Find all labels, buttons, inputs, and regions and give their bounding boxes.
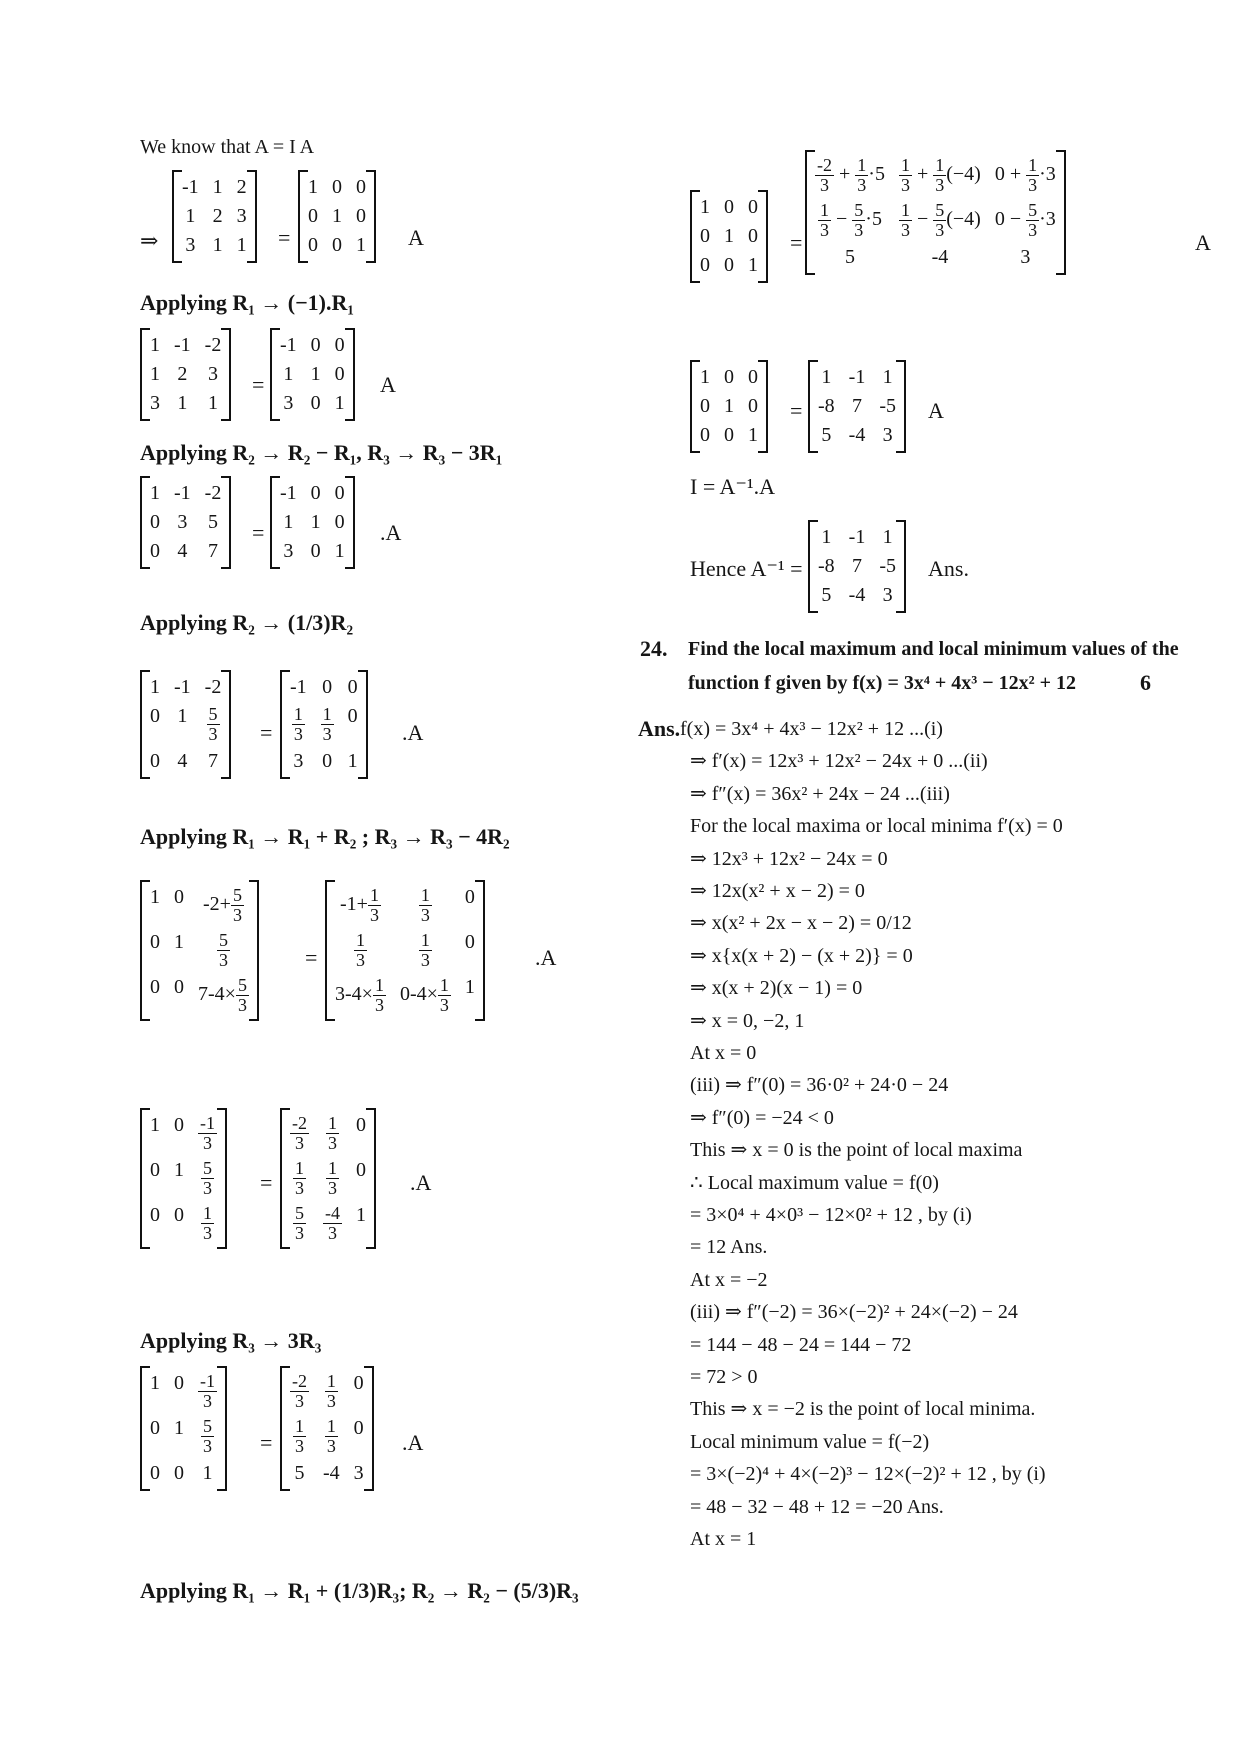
matrix-cell: 0 bbox=[150, 1159, 160, 1181]
matrix-cell: 0 bbox=[334, 482, 345, 504]
matrix-cell: $\frac{-1}{3}$ bbox=[200, 1113, 215, 1153]
matrix-cell: 1 bbox=[748, 424, 758, 446]
matrix-cell: 7 bbox=[208, 540, 218, 562]
solution-line: = 72 > 0 bbox=[690, 1366, 758, 1388]
matrix-cell: -1 bbox=[174, 334, 191, 356]
matrix-cell: 0 bbox=[356, 205, 366, 227]
matrix-cell: 1 bbox=[882, 366, 893, 388]
matrix-cell: $\frac{-2}{3}$ + $\frac{1}{3}$ ·5 bbox=[817, 155, 885, 195]
matrix-cell: 5 bbox=[208, 511, 218, 533]
matrix-cell: 0 − $\frac{5}{3}$ ·3 bbox=[994, 200, 1056, 240]
matrix-m7-I bbox=[690, 190, 768, 283]
question-line-2: function f given by f(x) = 3x⁴ + 4x³ − 12x² + 12 bbox=[688, 672, 1077, 694]
matrix-cell: 0 bbox=[356, 1114, 366, 1136]
matrix-cell: 2 bbox=[212, 205, 223, 227]
matrix-cell: 0 bbox=[322, 676, 333, 698]
matrix-cell: 5 bbox=[294, 1462, 305, 1484]
solution-line: ⇒ f″(x) = 36x² + 24x − 24 ...(iii) bbox=[690, 782, 950, 805]
matrix-cell: 0 bbox=[724, 254, 734, 276]
matrix-cell: 1 bbox=[283, 363, 294, 385]
solution-line: = 3×(−2)⁴ + 4×(−2)³ − 12×(−2)² + 12 , by (i) bbox=[690, 1463, 1046, 1486]
matrix-cell: 0 bbox=[356, 176, 366, 198]
matrix-cell: -4 bbox=[931, 246, 949, 268]
matrix-m1-L bbox=[140, 328, 231, 421]
matrix-cell: 5 bbox=[821, 424, 832, 446]
solution-line: At x = −2 bbox=[690, 1268, 768, 1291]
matrix-cell: 1 bbox=[347, 750, 358, 772]
ans-label: Ans. bbox=[928, 556, 969, 581]
matrix-cell: 1 bbox=[185, 205, 196, 227]
matrix-cell: 1 bbox=[724, 395, 734, 417]
matrix-cell: 0 bbox=[150, 931, 160, 953]
matrix-cell: 0 bbox=[464, 886, 475, 908]
matrix-cell: 3 bbox=[1020, 246, 1031, 268]
matrix-cell: 1 bbox=[150, 886, 160, 908]
matrix-cell: 7 bbox=[208, 750, 218, 772]
matrix-cell: $\frac{1}{3}$ bbox=[355, 930, 365, 970]
matrix-cell: $\frac{1}{3}$ bbox=[326, 1416, 336, 1456]
step6-heading: Applying R₁ → R₁ + (1/3)R₃; R₂ → R₂ − (5/3)R₃ bbox=[140, 1578, 579, 1603]
matrix-cell: -1 bbox=[848, 366, 866, 388]
matrix-cell: 1 bbox=[310, 511, 321, 533]
matrix-cell: 2 bbox=[177, 363, 188, 385]
matrix-cell: 0 bbox=[150, 1417, 160, 1439]
matrix-cell: 1 bbox=[308, 176, 318, 198]
matrix-cell: 0 bbox=[464, 931, 475, 953]
matrix-cell: 0-4× $\frac{1}{3}$ bbox=[399, 975, 449, 1015]
matrix-cell: 0 bbox=[724, 366, 734, 388]
matrix-m7-R bbox=[805, 150, 1066, 275]
a-label: A bbox=[928, 398, 944, 423]
matrix-cell: 1 bbox=[150, 363, 160, 385]
matrix-cell: 0 bbox=[308, 205, 318, 227]
matrix-cell: 0 bbox=[700, 395, 710, 417]
matrix-cell: 1 bbox=[202, 1462, 213, 1484]
matrix-cell: 3 bbox=[236, 205, 247, 227]
matrix-cell: 1 bbox=[208, 392, 218, 414]
matrix-m5-R bbox=[280, 1108, 376, 1249]
matrix-cell: 7 bbox=[852, 395, 862, 417]
solution-line: This ⇒ x = 0 is the point of local maxima bbox=[690, 1139, 1023, 1162]
a-label: .A bbox=[380, 520, 402, 545]
matrix-cell: $\frac{1}{3}$ bbox=[203, 1203, 212, 1243]
matrix-cell: $\frac{1}{3}$ bbox=[420, 930, 430, 970]
matrix-cell: 0 bbox=[347, 676, 358, 698]
a-label: .A bbox=[402, 1430, 424, 1455]
matrix-cell: -1 bbox=[290, 676, 307, 698]
solution-line: ⇒ f″(0) = −24 < 0 bbox=[690, 1106, 834, 1129]
matrix-cell: 1 bbox=[464, 976, 475, 998]
matrix-cell: $\frac{-2}{3}$ bbox=[292, 1113, 307, 1153]
matrix-cell: 1 bbox=[334, 540, 345, 562]
matrix-cell: 0 bbox=[700, 225, 710, 247]
matrix-m2-R bbox=[270, 476, 355, 569]
matrix-cell: $\frac{1}{3}$ bbox=[295, 1416, 304, 1456]
solution-line: At x = 1 bbox=[690, 1528, 757, 1550]
matrix-cell: 0 bbox=[353, 1417, 364, 1439]
equals-sign: = bbox=[260, 720, 273, 745]
matrix-cell: 1 bbox=[212, 176, 223, 198]
matrix-cell: -2 bbox=[204, 482, 222, 504]
a-label: .A bbox=[402, 720, 424, 745]
matrix-cell: 0 bbox=[322, 750, 333, 772]
matrix-cell: 3 bbox=[283, 392, 294, 414]
matrix-m2-L bbox=[140, 476, 231, 569]
matrix-cell: $\frac{-1}{3}$ bbox=[200, 1371, 215, 1411]
equals-sign: = bbox=[252, 372, 265, 397]
matrix-cell: 1 bbox=[356, 1204, 366, 1226]
matrix-cell: 1 bbox=[174, 1417, 184, 1439]
a-label: A bbox=[408, 225, 424, 250]
matrix-cell: 3 bbox=[177, 511, 188, 533]
matrix-cell: 0 bbox=[334, 511, 345, 533]
matrix-cell: 5 bbox=[821, 584, 832, 606]
solution-line: ⇒ 12x(x² + x − 2) = 0 bbox=[690, 880, 865, 902]
matrix-cell: -4 bbox=[848, 424, 866, 446]
matrix-cell: 3-4× $\frac{1}{3}$ bbox=[335, 975, 384, 1015]
matrix-cell: $\frac{1}{3}$ + $\frac{1}{3}$ (−4) bbox=[900, 155, 981, 195]
matrix-cell: 0 bbox=[150, 1462, 160, 1484]
matrix-cell: 0 bbox=[748, 225, 758, 247]
solution-line: ⇒ x(x + 2)(x − 1) = 0 bbox=[690, 977, 863, 1000]
matrix-cell: 1 bbox=[821, 366, 832, 388]
a-label: .A bbox=[410, 1170, 432, 1195]
matrix-cell: -8 bbox=[818, 555, 835, 577]
matrix-cell: $\frac{1}{3}$ − $\frac{5}{3}$ ·5 bbox=[820, 200, 882, 240]
matrix-cell: 1 bbox=[334, 392, 345, 414]
matrix-cell: $\frac{5}{3}$ bbox=[295, 1203, 304, 1243]
matrix-cell: $\frac{-4}{3}$ bbox=[325, 1203, 340, 1243]
matrix-m0-I bbox=[298, 170, 376, 263]
matrix-cell: -1 bbox=[280, 482, 297, 504]
solution-line: = 48 − 32 − 48 + 12 = −20 Ans. bbox=[690, 1495, 944, 1518]
matrix-cell: 2 bbox=[236, 176, 247, 198]
solution-line: f(x) = 3x⁴ + 4x³ − 12x² + 12 ...(i) bbox=[680, 718, 943, 740]
matrix-m6-R bbox=[280, 1366, 374, 1491]
matrix-cell: 7-4× $\frac{5}{3}$ bbox=[198, 975, 247, 1015]
matrix-m4-L bbox=[140, 880, 259, 1021]
matrix-cell: 3 bbox=[150, 392, 160, 414]
equals-sign: = bbox=[252, 520, 265, 545]
matrix-cell: $\frac{1}{3}$ bbox=[293, 704, 303, 744]
matrix-cell: -2 bbox=[204, 676, 222, 698]
matrix-cell: 1 bbox=[174, 931, 184, 953]
matrix-cell: 0 bbox=[150, 511, 160, 533]
solution-line: (iii) ⇒ f″(−2) = 36×(−2)² + 24×(−2) − 24 bbox=[690, 1301, 1018, 1324]
equals-sign: = bbox=[790, 230, 803, 255]
a-label: .A bbox=[535, 945, 557, 970]
matrix-cell: 0 bbox=[310, 334, 321, 356]
equals-sign: = bbox=[790, 398, 803, 423]
matrix-m3-L bbox=[140, 670, 231, 779]
matrix-cell: 0 bbox=[174, 1372, 184, 1394]
matrix-cell: 1 bbox=[212, 234, 223, 256]
matrix-cell: -2 bbox=[204, 334, 222, 356]
matrix-cell: 0 bbox=[724, 196, 734, 218]
identity-equation: I = A⁻¹.A bbox=[690, 474, 776, 499]
matrix-cell: 3 bbox=[353, 1462, 364, 1484]
matrix-cell: 1 bbox=[356, 234, 366, 256]
matrix-cell: 0 bbox=[334, 334, 345, 356]
matrix-cell: 1 bbox=[174, 1159, 184, 1181]
matrix-cell: -8 bbox=[818, 395, 835, 417]
step3-heading: Applying R₂ → (1/3)R₂ bbox=[140, 610, 354, 635]
matrix-cell: 1 bbox=[150, 334, 160, 356]
matrix-cell: -1 bbox=[280, 334, 297, 356]
matrix-cell: $\frac{5}{3}$ bbox=[203, 1158, 212, 1198]
matrix-cell: $\frac{-2}{3}$ bbox=[292, 1371, 307, 1411]
matrix-cell: 0 bbox=[334, 363, 345, 385]
solution-line: At x = 0 bbox=[690, 1042, 757, 1064]
matrix-cell: 0 bbox=[332, 176, 342, 198]
matrix-cell: 0 bbox=[724, 424, 734, 446]
matrix-m3-R bbox=[280, 670, 368, 779]
step1-heading: Applying R₁ → (−1).R₁ bbox=[140, 290, 354, 315]
matrix-cell: 0 bbox=[150, 1204, 160, 1226]
matrix-cell: 4 bbox=[177, 540, 188, 562]
matrix-cell: 1 bbox=[177, 392, 188, 414]
matrix-m8-I bbox=[690, 360, 768, 453]
matrix-cell: $\frac{5}{3}$ bbox=[208, 704, 218, 744]
matrix-cell: 0 bbox=[310, 540, 321, 562]
matrix-cell: -5 bbox=[879, 395, 897, 417]
matrix-cell: 1 bbox=[150, 1114, 160, 1136]
step5-heading: Applying R₃ → 3R₃ bbox=[140, 1328, 322, 1353]
solution-line: ⇒ f′(x) = 12x³ + 12x² − 24x + 0 ...(ii) bbox=[690, 750, 988, 773]
matrix-cell: 0 bbox=[308, 234, 318, 256]
matrix-cell: 0 bbox=[748, 196, 758, 218]
matrix-cell: 0 bbox=[310, 392, 321, 414]
matrix-cell: 0 bbox=[748, 395, 758, 417]
matrix-m5-L bbox=[140, 1108, 227, 1249]
equals-sign: = bbox=[260, 1430, 273, 1455]
matrix-cell: -4 bbox=[848, 584, 866, 606]
matrix-cell: $\frac{5}{3}$ bbox=[203, 1416, 212, 1456]
matrix-cell: 1 bbox=[150, 482, 160, 504]
matrix-cell: 4 bbox=[177, 750, 188, 772]
solution-line: ⇒ x{x(x + 2) − (x + 2)} = 0 bbox=[690, 944, 913, 967]
matrix-cell: 0 bbox=[700, 424, 710, 446]
question-line-1: Find the local maximum and local minimum values of the bbox=[688, 638, 1179, 660]
matrix-cell: 0 bbox=[174, 1114, 184, 1136]
matrix-cell: -2+ $\frac{5}{3}$ bbox=[203, 885, 242, 925]
matrix-cell: 1 bbox=[150, 1372, 160, 1394]
matrix-cell: $\frac{1}{3}$ bbox=[322, 704, 332, 744]
solution-line: ⇒ x(x² + 2x − x − 2) = 0/12 bbox=[690, 912, 912, 935]
matrix-cell: 0 bbox=[353, 1372, 364, 1394]
matrix-cell: 0 bbox=[700, 254, 710, 276]
matrix-cell: 0 bbox=[174, 976, 184, 998]
matrix-cell: -1+ $\frac{1}{3}$ bbox=[340, 885, 379, 925]
matrix-cell: 0 bbox=[748, 366, 758, 388]
implies-symbol: ⇒ bbox=[140, 228, 159, 253]
matrix-cell: 3 bbox=[882, 584, 893, 606]
matrix-cell: 1 bbox=[283, 511, 294, 533]
matrix-cell: 0 bbox=[174, 1204, 184, 1226]
matrix-cell: 1 bbox=[724, 225, 734, 247]
matrix-cell: -1 bbox=[182, 176, 199, 198]
step2-heading: Applying R₂ → R₂ − R₁, R₃ → R₃ − 3R₁ bbox=[140, 440, 503, 465]
matrix-cell: 5 bbox=[844, 246, 855, 268]
solution-line: This ⇒ x = −2 is the point of local minima. bbox=[690, 1398, 1036, 1421]
matrix-cell: 1 bbox=[700, 366, 710, 388]
matrix-cell: $\frac{1}{3}$ bbox=[326, 1371, 336, 1411]
matrix-cell: 0 bbox=[174, 886, 184, 908]
solution-line: (iii) ⇒ f″(0) = 36·0² + 24·0 − 24 bbox=[690, 1074, 949, 1097]
matrix-cell: 3 bbox=[185, 234, 196, 256]
matrix-cell: 1 bbox=[821, 526, 832, 548]
solution-line: = 144 − 48 − 24 = 144 − 72 bbox=[690, 1333, 912, 1356]
matrix-cell: 3 bbox=[882, 424, 893, 446]
matrix-m8-R bbox=[808, 360, 906, 453]
equals-sign: = bbox=[278, 225, 291, 250]
matrix-cell: $\frac{1}{3}$ bbox=[328, 1113, 337, 1153]
solution-line: ∴ Local maximum value = f(0) bbox=[690, 1171, 939, 1194]
matrix-m4-R bbox=[325, 880, 485, 1021]
matrix-cell: 3 bbox=[283, 540, 294, 562]
matrix-cell: 3 bbox=[293, 750, 304, 772]
solution-line: ⇒ 12x³ + 12x² − 24x = 0 bbox=[690, 847, 888, 870]
matrix-cell: -1 bbox=[174, 676, 191, 698]
question-number: 24. bbox=[640, 636, 668, 661]
equals-sign: = bbox=[305, 945, 318, 970]
step4-heading: Applying R₁ → R₁ + R₂ ; R₃ → R₃ − 4R₂ bbox=[140, 824, 510, 849]
matrix-cell: 0 bbox=[150, 750, 160, 772]
matrix-cell: $\frac{1}{3}$ − $\frac{5}{3}$ (−4) bbox=[900, 200, 981, 240]
matrix-cell: 0 bbox=[332, 234, 342, 256]
matrix-cell: 0 bbox=[150, 705, 160, 727]
matrix-cell: 0 + $\frac{1}{3}$ ·3 bbox=[994, 155, 1056, 195]
matrix-cell: 0 bbox=[150, 976, 160, 998]
matrix-cell: 1 bbox=[700, 196, 710, 218]
matrix-cell: 0 bbox=[150, 540, 160, 562]
matrix-m0-A bbox=[172, 170, 257, 263]
matrix-cell: 1 bbox=[150, 676, 160, 698]
equals-sign: = bbox=[260, 1170, 273, 1195]
matrix-cell: 7 bbox=[852, 555, 862, 577]
matrix-cell: 0 bbox=[174, 1462, 184, 1484]
solution-line: = 3×0⁴ + 4×0³ − 12×0² + 12 , by (i) bbox=[690, 1204, 972, 1226]
hence-label: Hence A⁻¹ = bbox=[690, 556, 803, 581]
matrix-cell: 0 bbox=[310, 482, 321, 504]
matrix-cell: $\frac{5}{3}$ bbox=[218, 930, 228, 970]
matrix-cell: $\frac{1}{3}$ bbox=[328, 1158, 337, 1198]
matrix-cell: 0 bbox=[347, 705, 358, 727]
a-label: A bbox=[1195, 230, 1211, 255]
matrix-cell: -1 bbox=[174, 482, 191, 504]
solution-line: For the local maxima or local minima f′(x) = 0 bbox=[690, 815, 1063, 838]
matrix-cell: 1 bbox=[748, 254, 758, 276]
a-label: A bbox=[380, 372, 396, 397]
matrix-cell: 1 bbox=[177, 705, 188, 727]
answer-label: Ans. bbox=[638, 716, 681, 741]
matrix-cell: -1 bbox=[848, 526, 866, 548]
solution-line: = 12 Ans. bbox=[690, 1236, 768, 1259]
matrix-cell: 3 bbox=[208, 363, 218, 385]
matrix-cell: $\frac{1}{3}$ bbox=[295, 1158, 304, 1198]
matrix-m6-L bbox=[140, 1366, 227, 1491]
matrix-cell: 1 bbox=[236, 234, 247, 256]
matrix-cell: -4 bbox=[323, 1462, 340, 1484]
matrix-m1-R bbox=[270, 328, 355, 421]
matrix-cell: 1 bbox=[310, 363, 321, 385]
matrix-cell: 0 bbox=[356, 1159, 366, 1181]
question-marks: 6 bbox=[1140, 670, 1151, 695]
solution-line: ⇒ x = 0, −2, 1 bbox=[690, 1009, 805, 1032]
matrix-cell: $\frac{1}{3}$ bbox=[420, 885, 430, 925]
inverse-matrix bbox=[808, 520, 906, 613]
matrix-cell: 1 bbox=[882, 526, 893, 548]
matrix-cell: -5 bbox=[879, 555, 897, 577]
intro-line: We know that A = I A bbox=[140, 136, 315, 158]
matrix-cell: 1 bbox=[332, 205, 342, 227]
solution-line: Local minimum value = f(−2) bbox=[690, 1430, 930, 1453]
